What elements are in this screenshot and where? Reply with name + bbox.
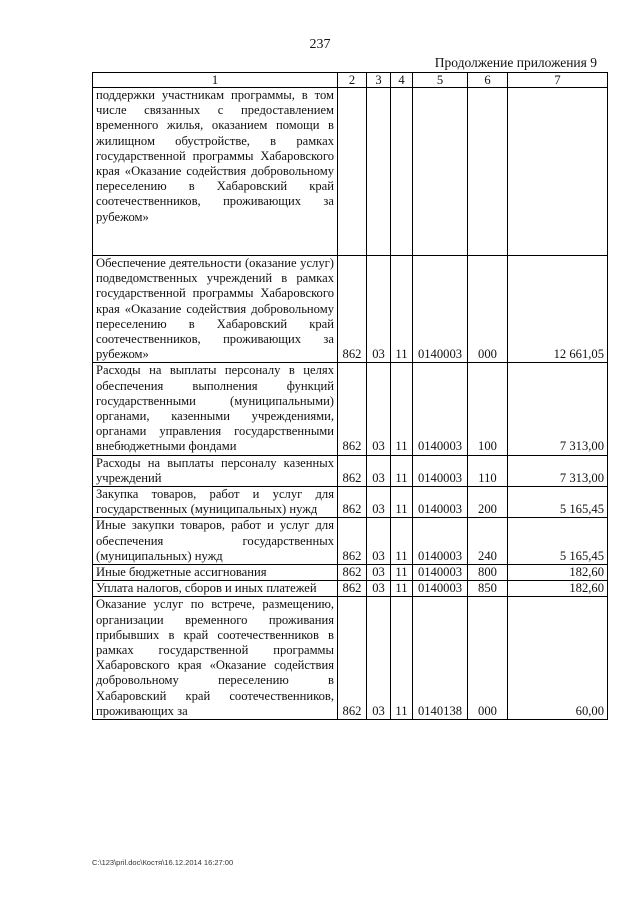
amount-value: 182,60 [508, 581, 608, 597]
expense-type-code: 800 [468, 565, 508, 581]
subsection-code: 11 [391, 256, 413, 363]
table-row [93, 487, 608, 518]
amount-value: 7 313,00 [508, 363, 608, 455]
target-article-code [413, 88, 468, 256]
table-row [93, 518, 608, 565]
amount-value: 12 661,05 [508, 256, 608, 363]
section-code: 03 [367, 256, 391, 363]
subsection-code: 11 [391, 363, 413, 455]
target-article-code: 0140003 [413, 455, 468, 486]
table-row [93, 455, 608, 486]
column-header: 5 [413, 73, 468, 88]
column-header: 6 [468, 73, 508, 88]
table-row [93, 363, 608, 455]
ministry-code: 862 [338, 455, 367, 486]
expense-type-code [468, 88, 508, 256]
row-description: поддержки участникам программы, в том числе связанных с предоставлением временного жилья, оказанием помощи в жилищном обустройстве, в рамках государственной программы Хабаровского края «Оказание содействия добровольному переселению в Хабаровский край соотечественников, проживающих за рубежом» [93, 88, 338, 256]
table-row [93, 581, 608, 597]
target-article-code: 0140003 [413, 581, 468, 597]
expense-type-code: 200 [468, 487, 508, 518]
table-row [93, 88, 608, 256]
subsection-code: 11 [391, 455, 413, 486]
amount-value: 7 313,00 [508, 455, 608, 486]
subsection-code: 11 [391, 487, 413, 518]
row-description: Расходы на выплаты персоналу казенных учреждений [93, 455, 338, 486]
ministry-code: 862 [338, 256, 367, 363]
table-row [93, 256, 608, 363]
row-description: Обеспечение деятельности (оказание услуг) подведомственных учреждений в рамках государственной программы Хабаровского края «Оказание содействия добровольному переселению в Хабаровский край соотечественников, проживающих за рубежом» [93, 256, 338, 363]
target-article-code: 0140003 [413, 487, 468, 518]
subsection-code: 11 [391, 597, 413, 720]
expense-type-code: 000 [468, 597, 508, 720]
expense-type-code: 110 [468, 455, 508, 486]
ministry-code: 862 [338, 363, 367, 455]
section-code: 03 [367, 487, 391, 518]
appendix-continuation-note: Продолжение приложения 9 [434, 55, 597, 70]
target-article-code: 0140003 [413, 518, 468, 565]
row-description: Уплата налогов, сборов и иных платежей [93, 581, 338, 597]
table-header-row [93, 73, 608, 88]
section-code: 03 [367, 518, 391, 565]
section-code: 03 [367, 455, 391, 486]
subsection-code: 11 [391, 518, 413, 565]
section-code: 03 [367, 363, 391, 455]
column-header: 7 [508, 73, 608, 88]
file-path-footer: C:\123\pril.doc\Костя\16.12.2014 16:27:00 [92, 858, 234, 867]
row-description: Иные бюджетные ассигнования [93, 565, 338, 581]
row-description: Расходы на выплаты персоналу в целях обеспечения выполнения функций государственными (муниципальными) органами, казенными учреждениями, органами управления государственными внебюджетными фондами [93, 363, 338, 455]
column-header: 4 [391, 73, 413, 88]
amount-value: 60,00 [508, 597, 608, 720]
ministry-code [338, 88, 367, 256]
page-number: 237 [309, 37, 331, 52]
target-article-code: 0140138 [413, 597, 468, 720]
amount-value [508, 88, 608, 256]
ministry-code: 862 [338, 581, 367, 597]
row-description: Оказание услуг по встрече, размещению, организации временного проживания прибывших в край соотечественников в рамках государственной программы Хабаровского края «Оказание содействия добровольному переселению в Хабаровский край соотечественников, проживающих за [93, 597, 338, 720]
subsection-code [391, 88, 413, 256]
target-article-code: 0140003 [413, 565, 468, 581]
ministry-code: 862 [338, 518, 367, 565]
expense-type-code: 240 [468, 518, 508, 565]
section-code: 03 [367, 581, 391, 597]
ministry-code: 862 [338, 487, 367, 518]
subsection-code: 11 [391, 565, 413, 581]
amount-value: 5 165,45 [508, 518, 608, 565]
target-article-code: 0140003 [413, 256, 468, 363]
row-description: Иные закупки товаров, работ и услуг для обеспечения государственных (муниципальных) нужд [93, 518, 338, 565]
section-code [367, 88, 391, 256]
column-header: 1 [93, 73, 338, 88]
ministry-code: 862 [338, 597, 367, 720]
column-header: 2 [338, 73, 367, 88]
section-code: 03 [367, 597, 391, 720]
target-article-code: 0140003 [413, 363, 468, 455]
expense-type-code: 850 [468, 581, 508, 597]
amount-value: 182,60 [508, 565, 608, 581]
section-code: 03 [367, 565, 391, 581]
row-description: Закупка товаров, работ и услуг для государственных (муниципальных) нужд [93, 487, 338, 518]
table-row [93, 597, 608, 720]
expense-type-code: 100 [468, 363, 508, 455]
subsection-code: 11 [391, 581, 413, 597]
amount-value: 5 165,45 [508, 487, 608, 518]
budget-table [92, 72, 608, 720]
table-row [93, 565, 608, 581]
expense-type-code: 000 [468, 256, 508, 363]
ministry-code: 862 [338, 565, 367, 581]
column-header: 3 [367, 73, 391, 88]
